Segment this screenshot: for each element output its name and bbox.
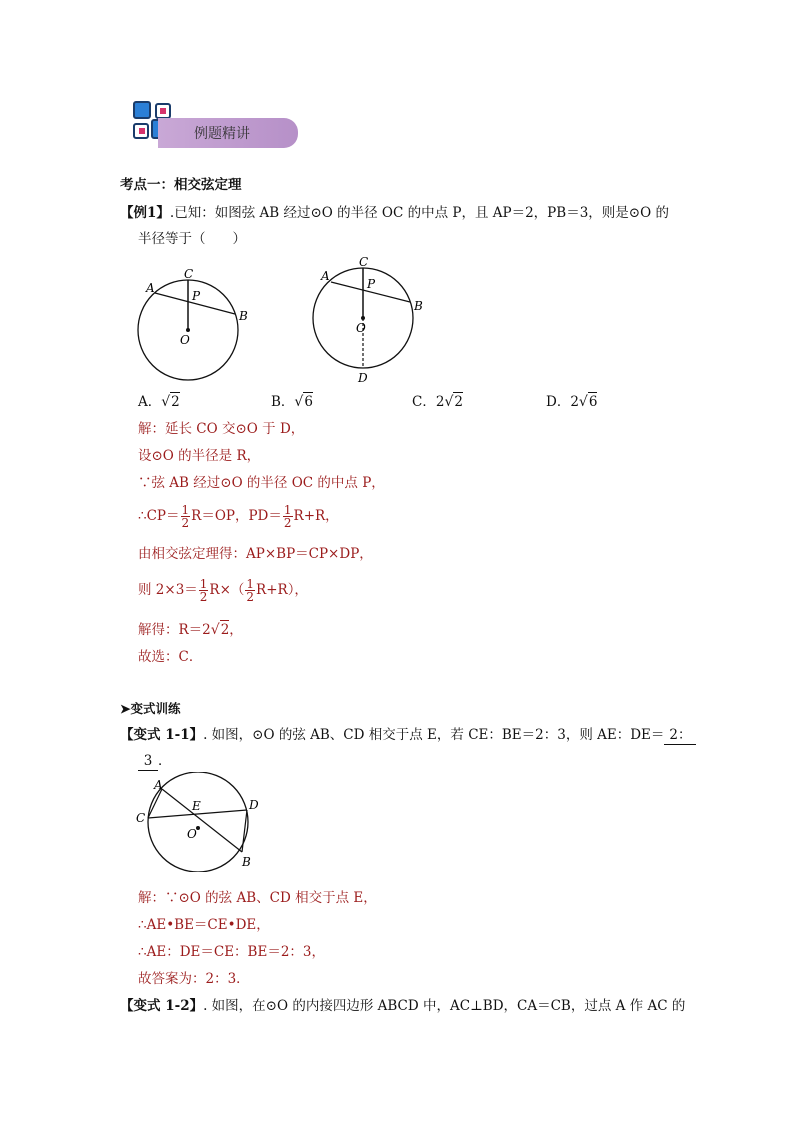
variant-1-1-solution-line1: 解：∵⊙O 的弦 AB、CD 相交于点 E，	[138, 890, 377, 906]
variant-1-1-stem-line2: 3 ．	[138, 752, 172, 771]
ex1-solution-line4: ∴CP＝ $\frac{1}{2}$ R＝OP，PD＝ $\frac{1}{2}$ R+R，	[138, 503, 339, 530]
fig1-label-p: P	[192, 289, 201, 303]
option-d: D．2√6	[546, 394, 598, 410]
variant-1-1-solution-line3: ∴AE：DE＝CE：BE＝2：3，	[138, 944, 326, 960]
section-heading: 考点一：相交弦定理	[120, 177, 242, 193]
variant-1-2-stem: 【变式 1-2】. 如图，在⊙O 的内接四边形 ABCD 中，AC⊥BD，CA＝CB，过点 A 作 AC 的	[120, 998, 686, 1014]
fig2-label-d: D	[358, 371, 368, 385]
ex1-solution-line7: 解得：R＝2√2，	[138, 622, 243, 638]
option-b: B．√6	[271, 394, 313, 410]
variant-1-1-answer-part2: 3	[138, 752, 158, 771]
ex1-solution-line1: 解：延长 CO 交⊙O 于 D，	[138, 421, 305, 437]
circle-figure-2	[304, 254, 434, 388]
variant-1-1-solution-line2: ∴AE•BE＝CE•DE，	[138, 917, 270, 933]
option-a: A．√2	[138, 394, 180, 410]
ex1-solution-line8: 故选：C．	[138, 649, 203, 665]
example1-stem-line1: .已知：如图弦 AB 经过⊙O 的半径 OC 的中点 P，且 AP＝2，PB＝3，则是⊙O 的	[169, 205, 669, 221]
example1-stem-line2: 半径等于（ ）	[138, 231, 246, 247]
fig2-label-o: O	[356, 321, 366, 335]
ex1-solution-line2: 设⊙O 的半径是 R，	[138, 448, 261, 464]
fig3-label-e: E	[192, 799, 201, 813]
example1-stem	[120, 204, 669, 222]
ex1-solution-line5: 由相交弦定理得：AP×BP＝CP×DP，	[138, 546, 373, 562]
fig1-label-c: C	[184, 267, 194, 281]
fig1-label-a: A	[146, 281, 155, 295]
fig2-label-b: B	[414, 299, 423, 313]
fig3-label-a: A	[154, 778, 163, 792]
fig2-label-a: A	[321, 269, 330, 283]
fig2-label-p: P	[367, 277, 376, 291]
fig3-label-c: C	[136, 811, 146, 825]
fig2-label-c: C	[359, 255, 369, 269]
section-banner	[128, 98, 300, 156]
variant-1-2-label: 【变式 1-2】	[120, 998, 204, 1014]
fig3-label-d: D	[249, 798, 259, 812]
fig3-label-b: B	[242, 855, 251, 869]
variant-1-1-solution-line4: 故答案为：2：3．	[138, 971, 250, 987]
example1-label: 【例1】	[120, 205, 170, 221]
fig1-label-b: B	[239, 309, 248, 323]
circle-figure-3	[130, 772, 260, 872]
fig1-label-o: O	[180, 333, 190, 347]
variant-1-1-label: 【变式 1-1】	[120, 727, 204, 743]
ex1-solution-line3: ∵弦 AB 经过⊙O 的半径 OC 的中点 P，	[138, 475, 385, 491]
variant-1-1-answer-part1: 2：	[664, 726, 696, 745]
circle-figure-1	[130, 262, 260, 392]
fig3-label-o: O	[187, 827, 197, 841]
banner-title: 例题精讲	[194, 126, 250, 142]
variant-1-1-stem: 【变式 1-1】. 如图，⊙O 的弦 AB、CD 相交于点 E，若 CE：BE＝2：3，则 AE：DE＝ 2：	[120, 726, 696, 745]
practice-heading: ➤变式训练	[120, 701, 181, 716]
ex1-solution-line6: 则 2×3＝ $\frac{1}{2}$ R×（ $\frac{1}{2}$ R+R），	[138, 577, 308, 604]
option-c: C．2√2	[412, 394, 463, 410]
